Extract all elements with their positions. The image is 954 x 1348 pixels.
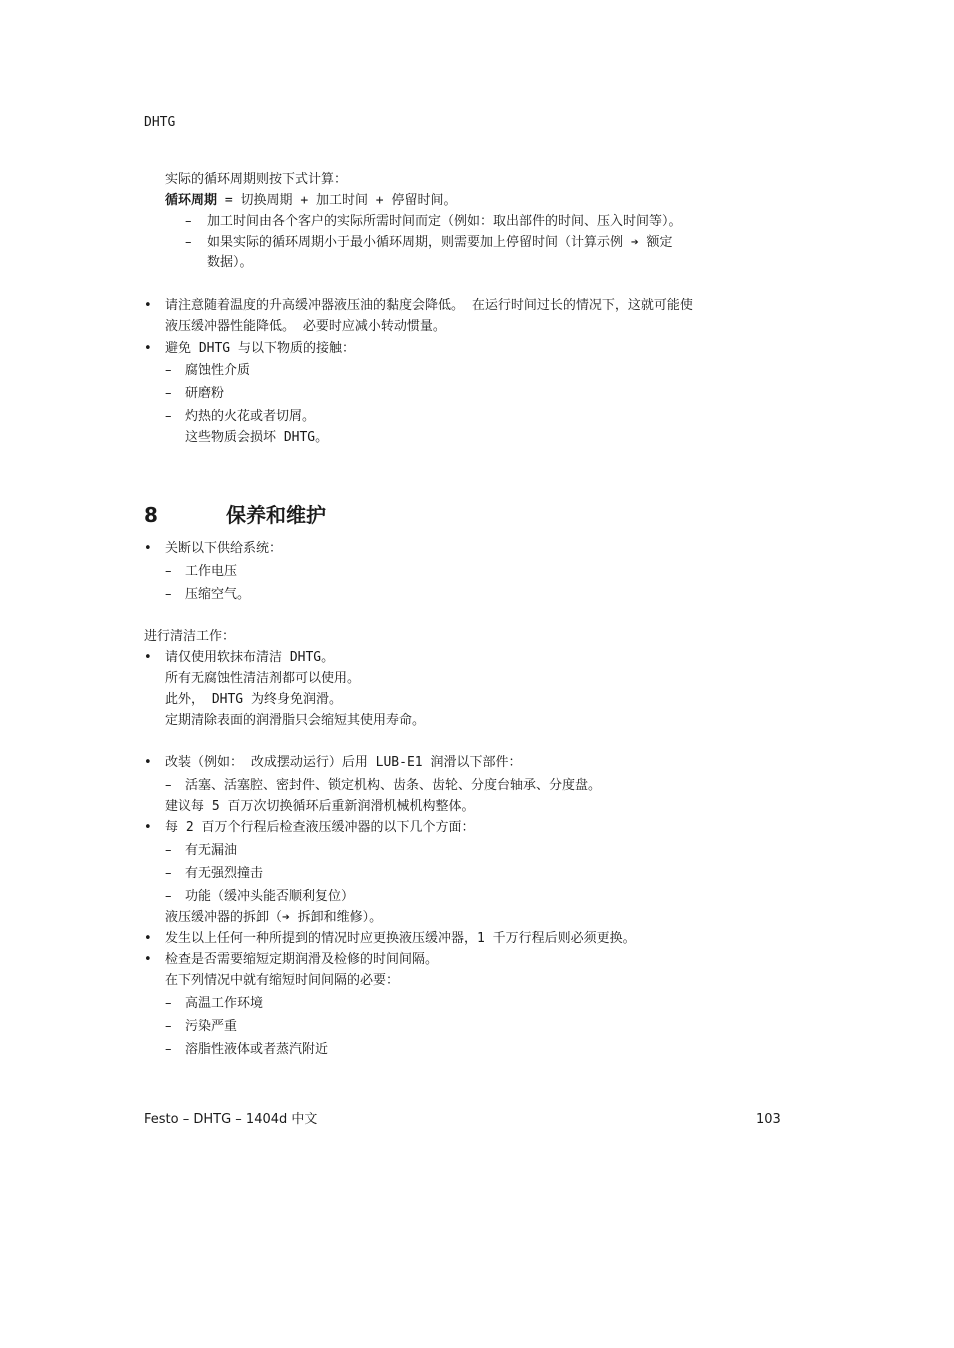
note-1-line-1: 请注意随着温度的升高缓冲器液压油的黏度会降低。 在运行时间过长的情况下，这就可能使 [165,298,693,313]
section-title: 保养和维护 [226,503,326,527]
note-2-dash-2: 研磨粉 [185,386,225,401]
footer-doc-info: Festo – DHTG – 1404d 中文 [144,1112,318,1127]
s8-item-4-dash-3: 功能（缓冲头能否顺利复位） [185,889,355,904]
s8-item-2-line-4: 定期清除表面的润滑脂只会缩短其使用寿命。 [165,713,426,728]
s8-item-6-dash-3: 溶脂性液体或者蒸汽附近 [185,1042,329,1057]
s8-item-4-dash-1: 有无漏油 [185,843,238,858]
header-doc-name: DHTG [144,115,176,130]
cycle-formula [165,193,456,209]
s8-item-4-dash-2: 有无强烈撞击 [185,866,264,881]
dash-marker: – [185,214,192,229]
bullet-marker: • [144,650,152,665]
bullet-marker: • [144,755,152,770]
note-1-line-2: 液压缓冲器性能降低。 必要时应减小转动惯量。 [165,319,446,334]
dash-marker: – [165,778,172,793]
dash-marker: – [185,235,192,250]
cycle-dash-2-cont: 数据）。 [207,255,253,270]
formula-rest: = 切换周期 + 加工时间 + 停留时间。 [217,193,457,208]
arrow-icon: ➔ [630,235,639,250]
dash-marker: – [165,889,172,904]
section-number: 8 [144,503,158,527]
arrow-icon: ➔ [282,910,290,925]
note-2: 避免 DHTG 与以下物质的接触： [165,341,355,356]
formula-term: 循环周期 [165,193,218,208]
bullet-marker: • [144,298,152,313]
cycle-dash-2-text: 如果实际的循环周期小于最小循环周期，则需要加上停留时间（计算示例 [207,235,631,250]
s8-item-5: 发生以上任何一种所提到的情况时应更换液压缓冲器，1 千万行程后则必须更换。 [165,931,636,946]
dash-marker: – [165,564,172,579]
dash-marker: – [165,996,172,1011]
cycle-intro: 实际的循环周期则按下式计算： [165,172,348,187]
s8-item-2-line-2: 所有无腐蚀性清洁剂都可以使用。 [165,671,361,686]
bullet-marker: • [144,541,152,556]
s8-item-2-line-3: 此外， DHTG 为终身免润滑。 [165,692,342,707]
s8-item-6: 检查是否需要缩短定期润滑及检修的时间间隔。 [165,952,439,967]
s8-item-4-after [165,910,382,926]
s8-item-4-after-link: 拆卸和维修）。 [289,910,383,925]
s8-item-3: 改装（例如： 改成摆动运行）后用 LUB-E1 润滑以下部件： [165,755,522,770]
s8-item-4: 每 2 百万个行程后检查液压缓冲器的以下几个方面： [165,820,475,835]
page-number: 103 [756,1112,781,1127]
note-2-dash-1: 腐蚀性介质 [185,363,251,378]
dash-marker: – [165,1019,172,1034]
bullet-marker: • [144,820,152,835]
cycle-dash-1: 加工时间由各个客户的实际所需时间而定（例如：取出部件的时间、压入时间等）。 [207,214,682,229]
s8-item-4-after-text: 液压缓冲器的拆卸（ [165,910,283,925]
s8-item-6-dash-2: 污染严重 [185,1019,238,1034]
s8-item-6-dash-1: 高温工作环境 [185,996,264,1011]
dash-marker: – [165,363,172,378]
dash-marker: – [165,843,172,858]
s8-item-6-after: 在下列情况中就有缩短时间间隔的必要： [165,973,400,988]
bullet-marker: • [144,931,152,946]
bullet-marker: • [144,952,152,967]
s8-item-1: 关断以下供给系统： [165,541,283,556]
cycle-dash-2 [207,235,672,251]
dash-marker: – [165,409,172,424]
s8-item-1-dash-2: 压缩空气。 [185,587,251,602]
s8-item-2-line-1: 请仅使用软抹布清洁 DHTG。 [165,650,335,665]
note-2-dash-3: 灼热的火花或者切屑。 [185,409,316,424]
dash-marker: – [165,1042,172,1057]
s8-item-3-dash-1: 活塞、活塞腔、密封件、锁定机构、齿条、齿轮、分度台轴承、分度盘。 [185,778,602,793]
dash-marker: – [165,866,172,881]
dash-marker: – [165,587,172,602]
cycle-dash-2-link: 额定 [638,235,673,250]
s8-item-3-after: 建议每 5 百万次切换循环后重新润滑机械机构整体。 [165,799,475,814]
bullet-marker: • [144,341,152,356]
s8-item-1-dash-1: 工作电压 [185,564,238,579]
clean-intro: 进行清洁工作： [144,629,236,644]
note-2-after: 这些物质会损坏 DHTG。 [185,430,329,445]
dash-marker: – [165,386,172,401]
